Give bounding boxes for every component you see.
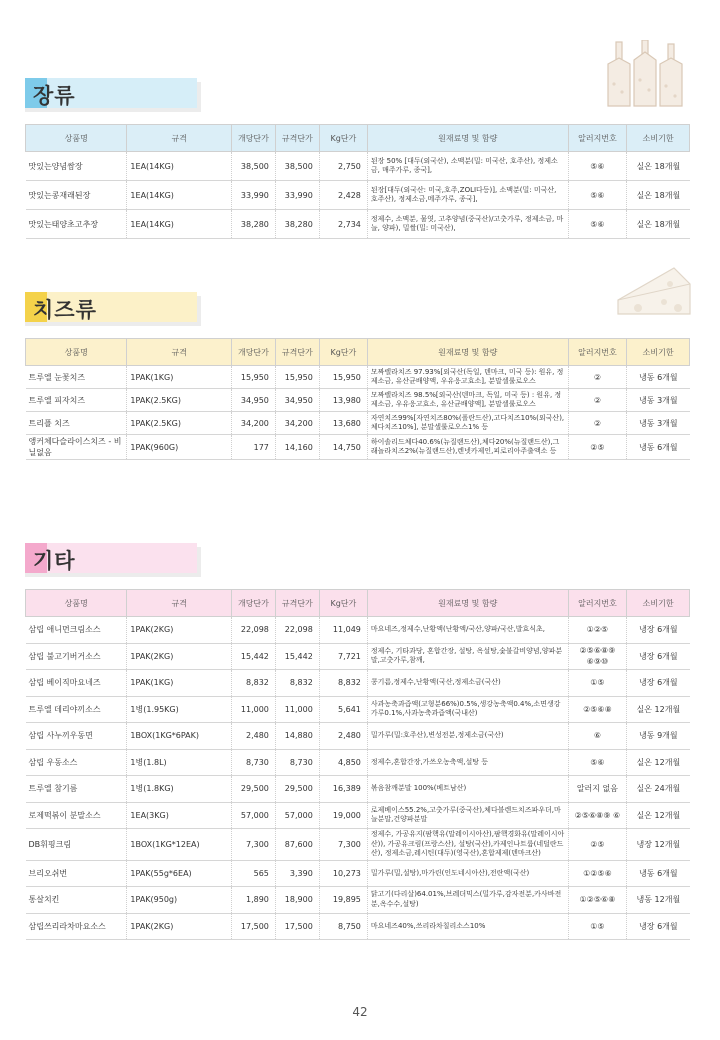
kg-price-cell: 2,428 — [319, 181, 367, 210]
shelf-life-cell: 냉장 6개월 — [627, 913, 690, 940]
kg-price-cell: 19,895 — [319, 887, 367, 914]
table-row — [26, 887, 690, 914]
column-header: 개당단가 — [231, 339, 275, 366]
material-cell: 된장 50% [대두(외국산), 소맥분(밀: 미국산, 호주산), 정제소금, 매주가루, 종국], — [367, 152, 568, 181]
kg-price-cell: 19,000 — [319, 802, 367, 829]
kg-price-cell: 13,980 — [319, 389, 367, 412]
material-cell: 모짜렐라치즈 97.93%[외국산(독일, 덴마크, 미국 등): 원유, 정제소금, 유산균배양액, 우유응고효소], 분말셀룰로오스 — [367, 366, 568, 389]
shelf-life-cell: 실온 12개월 — [627, 696, 690, 723]
spec-cell: 1PAK(2KG) — [127, 643, 232, 670]
section-cheese — [25, 292, 690, 460]
material-cell: 마요네즈,정제수,난황액(난황액/국산,양파/국산,발효식초, — [367, 617, 568, 644]
kg-price-cell: 10,273 — [319, 860, 367, 887]
allergy-cell: ⑤⑥ — [568, 152, 627, 181]
section-title-block — [25, 292, 690, 326]
spec-price-cell: 33,990 — [275, 181, 319, 210]
kg-price-cell: 2,750 — [319, 152, 367, 181]
unit-price-cell: 29,500 — [231, 776, 275, 803]
table-row — [26, 829, 690, 861]
table-row — [26, 913, 690, 940]
product-name-cell: 통살치킨 — [26, 887, 127, 914]
material-cell: 정제수, 소맥분, 물엿, 고추양념(중국산)/고춧가루, 정제소금, 마늘, 양파), 밀쌀(밀: 미국산), — [367, 210, 568, 239]
column-header: 규격 — [127, 590, 232, 617]
shelf-life-cell: 실온 12개월 — [627, 749, 690, 776]
spec-cell: 1PAK(2KG) — [127, 617, 232, 644]
spec-price-cell: 18,900 — [275, 887, 319, 914]
spec-price-cell: 15,442 — [275, 643, 319, 670]
table-row — [26, 210, 690, 239]
allergy-cell: ②⑤⑥⑧⑨ ⑥⑨⑩ — [568, 643, 627, 670]
table-row — [26, 802, 690, 829]
product-name-cell: 트루엘 눈꽃치즈 — [26, 366, 127, 389]
table-header-row — [26, 590, 690, 617]
spec-cell: 1PAK(960G) — [127, 435, 232, 460]
spec-price-cell: 22,098 — [275, 617, 319, 644]
spec-cell: 1병(1.8KG) — [127, 776, 232, 803]
shelf-life-cell: 냉동 6개월 — [627, 366, 690, 389]
column-header: 알러지번호 — [568, 125, 627, 152]
material-cell: 자연치즈99%[자연치즈80%(폴란드산),고다치즈10%(외국산),체다치즈10%], 분말셀룰로오스1% 등 — [367, 412, 568, 435]
product-name-cell: 트루엘 피자치즈 — [26, 389, 127, 412]
table-row — [26, 366, 690, 389]
kg-price-cell: 8,832 — [319, 670, 367, 697]
table-row — [26, 152, 690, 181]
column-header: 규격 — [127, 339, 232, 366]
kg-price-cell: 15,950 — [319, 366, 367, 389]
unit-price-cell: 565 — [231, 860, 275, 887]
kg-price-cell: 2,734 — [319, 210, 367, 239]
unit-price-cell: 8,832 — [231, 670, 275, 697]
allergy-cell: ⑥ — [568, 723, 627, 750]
column-header: 규격단가 — [275, 339, 319, 366]
shelf-life-cell: 냉동 6개월 — [627, 435, 690, 460]
spec-cell: 1PAK(1KG) — [127, 670, 232, 697]
product-name-cell: 삼립 사누끼우동면 — [26, 723, 127, 750]
table-row — [26, 749, 690, 776]
product-name-cell: 맛있는콩재래된장 — [26, 181, 127, 210]
unit-price-cell: 15,442 — [231, 643, 275, 670]
material-cell: 마요네즈40%,쓰리라차칠리소스10% — [367, 913, 568, 940]
spec-cell: 1EA(14KG) — [127, 181, 232, 210]
product-name-cell: 맛있는양념쌈장 — [26, 152, 127, 181]
section-title-block — [25, 543, 690, 577]
column-header: 소비기한 — [627, 125, 690, 152]
unit-price-cell: 34,950 — [231, 389, 275, 412]
product-name-cell: 로제떡볶이 분말소스 — [26, 802, 127, 829]
spec-price-cell: 11,000 — [275, 696, 319, 723]
unit-price-cell: 33,990 — [231, 181, 275, 210]
column-header: 알러지번호 — [568, 590, 627, 617]
column-header: 개당단가 — [231, 125, 275, 152]
spec-price-cell: 8,832 — [275, 670, 319, 697]
unit-price-cell: 1,890 — [231, 887, 275, 914]
spec-price-cell: 14,160 — [275, 435, 319, 460]
material-cell: 된장[대두(외국산: 미국,호주,ZOLI다등)], 소맥분(밀: 미국산, 호주산), 정제소금,메주가루, 종국], — [367, 181, 568, 210]
material-cell: 콩기름,정제수,난황액(국산,정제소금(국산) — [367, 670, 568, 697]
spec-price-cell: 38,280 — [275, 210, 319, 239]
product-name-cell: DB휘핑크림 — [26, 829, 127, 861]
spec-cell: 1PAK(55g*6EA) — [127, 860, 232, 887]
spec-price-cell: 29,500 — [275, 776, 319, 803]
column-header: Kg단가 — [319, 339, 367, 366]
shelf-life-cell: 냉장 12개월 — [627, 829, 690, 861]
column-header: 원재료명 및 함량 — [367, 339, 568, 366]
allergy-cell: ⑤⑥ — [568, 181, 627, 210]
table-row — [26, 412, 690, 435]
unit-price-cell: 38,500 — [231, 152, 275, 181]
product-name-cell: 맛있는태양초고추장 — [26, 210, 127, 239]
spec-cell: 1BOX(1KG*12EA) — [127, 829, 232, 861]
unit-price-cell: 7,300 — [231, 829, 275, 861]
page-number: 42 — [352, 1005, 368, 1019]
product-name-cell: 트루엘 참기름 — [26, 776, 127, 803]
table-row — [26, 643, 690, 670]
shelf-life-cell: 실온 18개월 — [627, 210, 690, 239]
column-header: 규격단가 — [275, 125, 319, 152]
allergy-cell: ②⑤ — [568, 829, 627, 861]
material-cell: 볶음참깨분말 100%(베트남산) — [367, 776, 568, 803]
kg-price-cell: 14,750 — [319, 435, 367, 460]
section-title-block — [25, 78, 690, 112]
shelf-life-cell: 냉장 6개월 — [627, 617, 690, 644]
section-title: 치즈류 — [33, 298, 97, 322]
product-name-cell: 삼립 불고기버거소스 — [26, 643, 127, 670]
material-cell: 밀가루(밀,설탕),마가린(인도네시아산),전란액(국산) — [367, 860, 568, 887]
table-header-row — [26, 339, 690, 366]
kg-price-cell: 8,750 — [319, 913, 367, 940]
kg-price-cell: 2,480 — [319, 723, 367, 750]
column-header: 개당단가 — [231, 590, 275, 617]
column-header: 상품명 — [26, 590, 127, 617]
kg-price-cell: 11,049 — [319, 617, 367, 644]
column-header: 원재료명 및 함량 — [367, 125, 568, 152]
table-row — [26, 670, 690, 697]
material-cell: 닭고기(다리살)64.01%,브레더믹스(밀가루,감자전분,카사바전분,옥수수,설탕) — [367, 887, 568, 914]
shelf-life-cell: 냉동 6개월 — [627, 860, 690, 887]
table-row — [26, 860, 690, 887]
material-cell: 정제수,혼합간장,가쓰오농축액,설탕 등 — [367, 749, 568, 776]
table-header-row — [26, 125, 690, 152]
spec-price-cell: 38,500 — [275, 152, 319, 181]
spec-price-cell: 87,600 — [275, 829, 319, 861]
material-cell: 밀가루(밀:호주산),변성전분,정제소금(국산) — [367, 723, 568, 750]
spec-price-cell: 17,500 — [275, 913, 319, 940]
allergy-cell: ①⑤ — [568, 670, 627, 697]
allergy-cell: ②⑤⑥⑧⑨ ⑥ — [568, 802, 627, 829]
table-row — [26, 389, 690, 412]
spec-cell: 1PAK(1KG) — [127, 366, 232, 389]
column-header: 소비기한 — [627, 339, 690, 366]
product-name-cell: 삼립쓰리라차마요소스 — [26, 913, 127, 940]
kg-price-cell: 16,389 — [319, 776, 367, 803]
unit-price-cell: 11,000 — [231, 696, 275, 723]
unit-price-cell: 17,500 — [231, 913, 275, 940]
spec-cell: 1EA(3KG) — [127, 802, 232, 829]
allergy-cell: ①②⑤⑥ — [568, 860, 627, 887]
unit-price-cell: 15,950 — [231, 366, 275, 389]
column-header: 소비기한 — [627, 590, 690, 617]
shelf-life-cell: 냉동 3개월 — [627, 389, 690, 412]
shelf-life-cell: 냉장 6개월 — [627, 643, 690, 670]
spec-price-cell: 8,730 — [275, 749, 319, 776]
allergy-cell: ①⑤ — [568, 913, 627, 940]
kg-price-cell: 5,641 — [319, 696, 367, 723]
spec-price-cell: 34,200 — [275, 412, 319, 435]
column-header: 상품명 — [26, 125, 127, 152]
spec-cell: 1EA(14KG) — [127, 152, 232, 181]
kg-price-cell: 7,721 — [319, 643, 367, 670]
product-name-cell: 삼립 우동소스 — [26, 749, 127, 776]
section-sauces — [25, 78, 690, 239]
shelf-life-cell: 냉동 9개월 — [627, 723, 690, 750]
column-header: 규격 — [127, 125, 232, 152]
spec-cell: 1병(1.8L) — [127, 749, 232, 776]
section-title: 장류 — [33, 84, 76, 108]
product-table — [25, 589, 690, 940]
product-name-cell: 앵커체다슬라이스치즈 - 비닐없음 — [26, 435, 127, 460]
spec-price-cell: 57,000 — [275, 802, 319, 829]
kg-price-cell: 7,300 — [319, 829, 367, 861]
section-title: 기타 — [33, 549, 76, 573]
table-row — [26, 723, 690, 750]
column-header: 규격단가 — [275, 590, 319, 617]
kg-price-cell: 4,850 — [319, 749, 367, 776]
spec-cell: 1PAK(2.5KG) — [127, 412, 232, 435]
spec-cell: 1PAK(950g) — [127, 887, 232, 914]
column-header: Kg단가 — [319, 125, 367, 152]
product-name-cell: 트루엘 데리야끼소스 — [26, 696, 127, 723]
column-header: 알러지번호 — [568, 339, 627, 366]
section-others — [25, 543, 690, 940]
allergy-cell: ①②⑤⑥⑧ — [568, 887, 627, 914]
material-cell: 로제베이스55.2%,고춧가루(중국산),체다블렌드치즈파우더,마늘분말,건양파분말 — [367, 802, 568, 829]
unit-price-cell: 57,000 — [231, 802, 275, 829]
table-row — [26, 776, 690, 803]
shelf-life-cell: 실온 24개월 — [627, 776, 690, 803]
product-name-cell: 삼립 애니먼크림소스 — [26, 617, 127, 644]
shelf-life-cell: 냉장 6개월 — [627, 670, 690, 697]
material-cell: 정제수, 기타과당, 혼합간장, 설탕, 옥설탕,숯불갈비양념,양파분말,고춧가루,참깨, — [367, 643, 568, 670]
allergy-cell: ⑤⑥ — [568, 749, 627, 776]
unit-price-cell: 177 — [231, 435, 275, 460]
spec-price-cell: 3,390 — [275, 860, 319, 887]
material-cell: 정제수, 가공유지(팜핵유(말레이시아산),팜핵경화유(말레이시아산)), 가공유크림(프랑스산), 설탕(국산),카제인나트륨(네덜란드산), 정제소금,레시틴(대두)(영국산),혼합제제(덴마크산) — [367, 829, 568, 861]
shelf-life-cell: 냉동 12개월 — [627, 887, 690, 914]
spec-cell: 1EA(14KG) — [127, 210, 232, 239]
spec-price-cell: 15,950 — [275, 366, 319, 389]
material-cell: 모짜렐라치즈 98.5%[외국산(덴마크, 독일, 미국 등) : 원유, 정제소금, 우유응고효소, 유산균배양액], 분말셀룰로오스 — [367, 389, 568, 412]
shelf-life-cell: 실온 18개월 — [627, 152, 690, 181]
spec-cell: 1PAK(2.5KG) — [127, 389, 232, 412]
shelf-life-cell: 냉동 3개월 — [627, 412, 690, 435]
material-cell: 하이솔리드체다40.6%(뉴질랜드산),체다20%(뉴질랜드산),그래놀라치즈2%(뉴질랜드산),렌넷카제인,피로리아주출액소 등 — [367, 435, 568, 460]
allergy-cell: ②⑤ — [568, 435, 627, 460]
product-name-cell: 브리오쉬번 — [26, 860, 127, 887]
column-header: 원재료명 및 함량 — [367, 590, 568, 617]
allergy-cell: ② — [568, 412, 627, 435]
spec-cell: 1BOX(1KG*6PAK) — [127, 723, 232, 750]
spec-cell: 1PAK(2KG) — [127, 913, 232, 940]
table-row — [26, 181, 690, 210]
shelf-life-cell: 실온 18개월 — [627, 181, 690, 210]
column-header: 상품명 — [26, 339, 127, 366]
unit-price-cell: 38,280 — [231, 210, 275, 239]
allergy-cell: 알러지 없음 — [568, 776, 627, 803]
product-name-cell: 트리플 치즈 — [26, 412, 127, 435]
table-row — [26, 435, 690, 460]
unit-price-cell: 34,200 — [231, 412, 275, 435]
column-header: Kg단가 — [319, 590, 367, 617]
allergy-cell: ②⑤⑥⑧ — [568, 696, 627, 723]
spec-cell: 1병(1.95KG) — [127, 696, 232, 723]
table-row — [26, 696, 690, 723]
shelf-life-cell: 실온 12개월 — [627, 802, 690, 829]
table-row — [26, 617, 690, 644]
unit-price-cell: 2,480 — [231, 723, 275, 750]
spec-price-cell: 14,880 — [275, 723, 319, 750]
unit-price-cell: 22,098 — [231, 617, 275, 644]
allergy-cell: ①②⑤ — [568, 617, 627, 644]
product-name-cell: 삼립 베이직마요네즈 — [26, 670, 127, 697]
unit-price-cell: 8,730 — [231, 749, 275, 776]
product-table — [25, 124, 690, 239]
kg-price-cell: 13,680 — [319, 412, 367, 435]
allergy-cell: ② — [568, 389, 627, 412]
allergy-cell: ② — [568, 366, 627, 389]
product-table — [25, 338, 690, 460]
spec-price-cell: 34,950 — [275, 389, 319, 412]
material-cell: 사과농축과즙액(고형분66%)0.5%,생강농축액0.4%,소면생강가루0.1%,사과농축과즙액(국내산) — [367, 696, 568, 723]
allergy-cell: ⑤⑥ — [568, 210, 627, 239]
